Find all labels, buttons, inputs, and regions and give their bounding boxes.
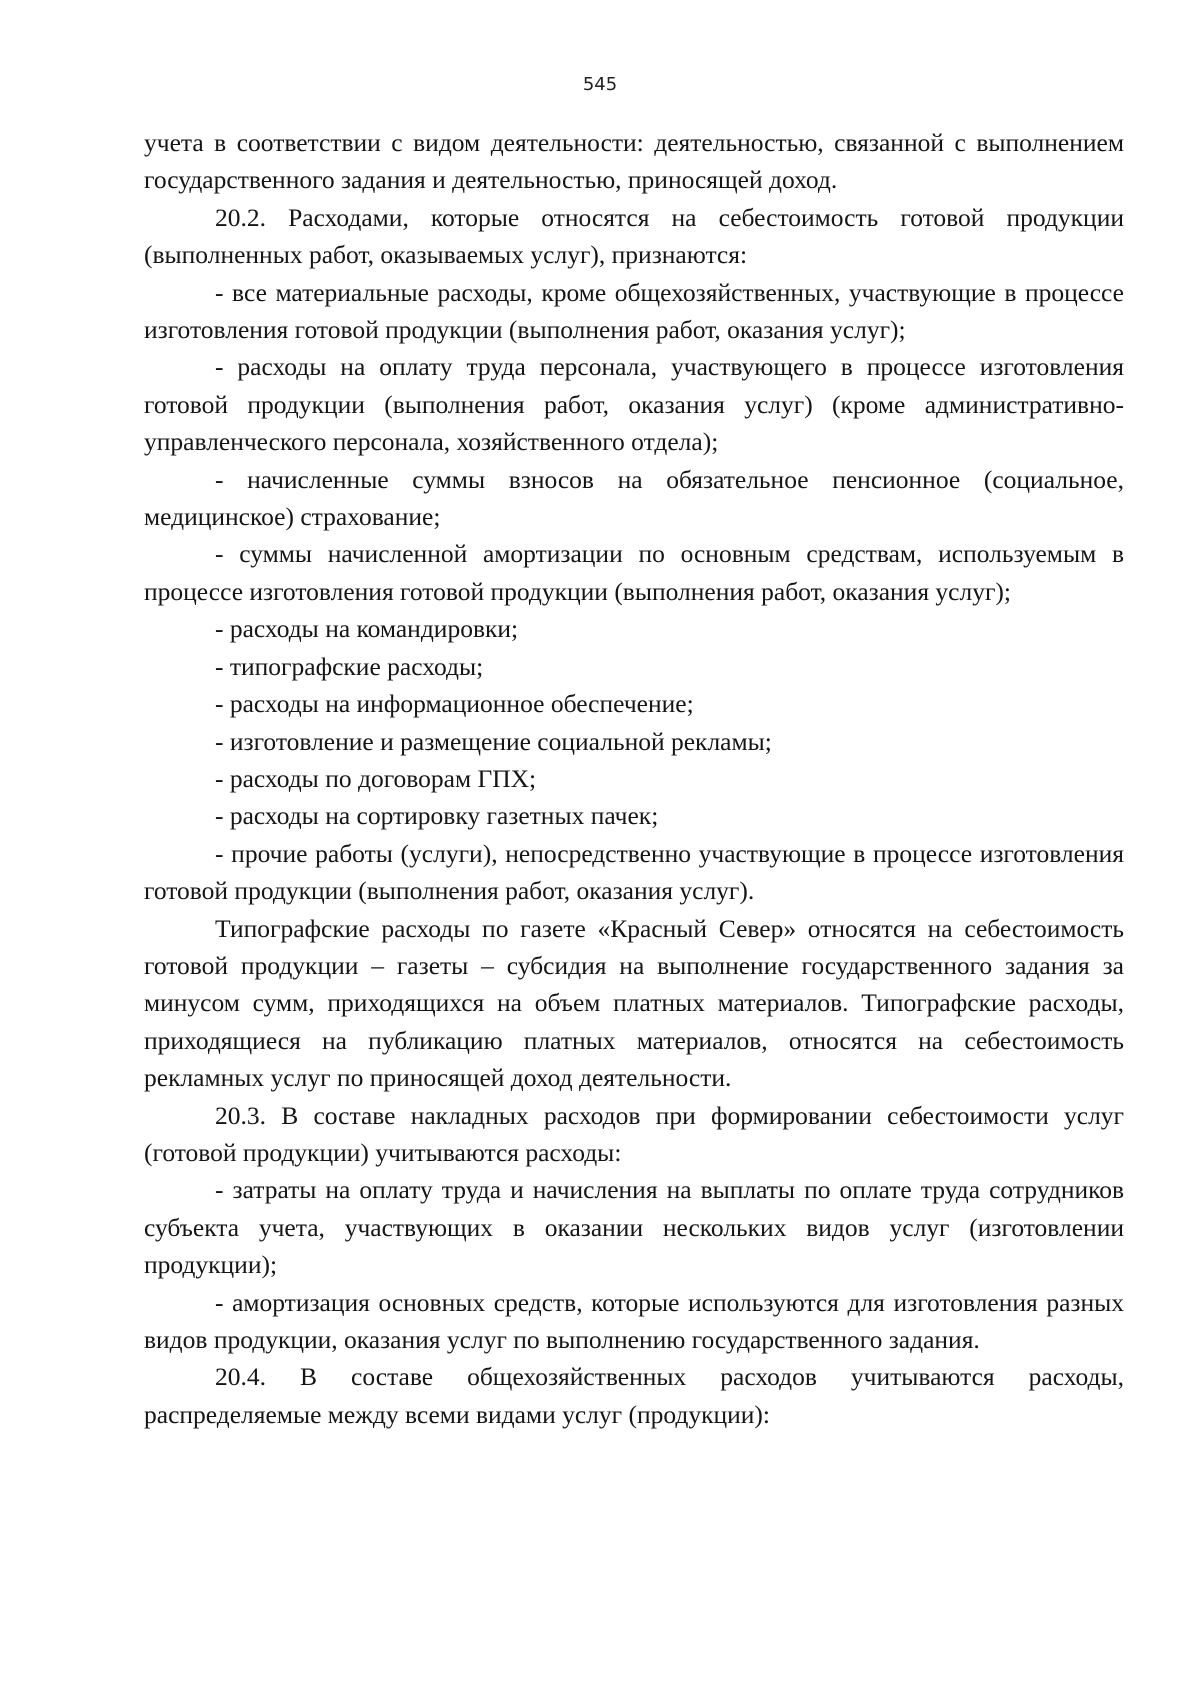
list-item: - расходы на информационное обеспечение; (215, 689, 694, 719)
list-item: - затраты на оплату труда и начисления на выплаты по оплате труда сотрудников субъекта учета, участвующих в оказании нескольких видов услуг (изготовлении продукции); (144, 1175, 1124, 1280)
paragraph-20-2: 20.2. Расходами, которые относятся на себестоимость готовой продукции (выполненных работ, оказываемых услуг), признаются: (144, 202, 1124, 270)
page-number: 545 (582, 74, 618, 95)
paragraph-continuation: учета в соответствии с видом деятельности: деятельностью, связанной с выполнением государственного задания и деятельностью, приносящей доход. (144, 128, 1124, 195)
list-item: - расходы на сортировку газетных пачек; (215, 801, 659, 831)
list-item: - начисленные суммы взносов на обязательное пенсионное (социальное, медицинское) страхование; (144, 464, 1124, 532)
paragraph-20-3: 20.3. В составе накладных расходов при формировании себестоимости услуг (готовой продукции) учитываются расходы: (144, 1100, 1124, 1167)
paragraph-typography-expenses: Типографские расходы по газете «Красный Север» относятся на себестоимость готовой продукции – газеты – субсидия на выполнение государственного задания за минусом сумм, приходящихся на объем платных материалов. Типографские расходы, приходящиеся на публикацию платных материалов, относятся на себестоимость рекламных услуг по приносящей доход деятельности. (144, 913, 1124, 1093)
list-item: - расходы по договорам ГПХ; (215, 763, 537, 793)
list-item: - типографские расходы; (215, 651, 484, 681)
list-item: - все материальные расходы, кроме общехозяйственных, участвующие в процессе изготовления готовой продукции (выполнения работ, оказания услуг); (144, 277, 1124, 345)
document-body (144, 124, 1124, 1433)
paragraph-20-4: 20.4. В составе общехозяйственных расходов учитываются расходы, распределяемые между всеми видами услуг (продукции): (144, 1362, 1124, 1429)
list-item: - прочие работы (услуги), непосредственно участвующие в процессе изготовления готовой продукции (выполнения работ, оказания услуг). (144, 838, 1124, 906)
list-item: - изготовление и размещение социальной рекламы; (215, 726, 772, 756)
list-item: - расходы на оплату труда персонала, участвующего в процессе изготовления готовой продукции (выполнения работ, оказания услуг) (кроме административно-управленческого персонала, хозяйственного отдела); (144, 352, 1124, 457)
list-item: - суммы начисленной амортизации по основным средствам, используемым в процессе изготовления готовой продукции (выполнения работ, оказания услуг); (144, 539, 1124, 606)
list-item: - расходы на командировки; (215, 614, 519, 644)
list-item: - амортизация основных средств, которые используются для изготовления разных видов продукции, оказания услуг по выполнению государственного задания. (144, 1287, 1124, 1354)
